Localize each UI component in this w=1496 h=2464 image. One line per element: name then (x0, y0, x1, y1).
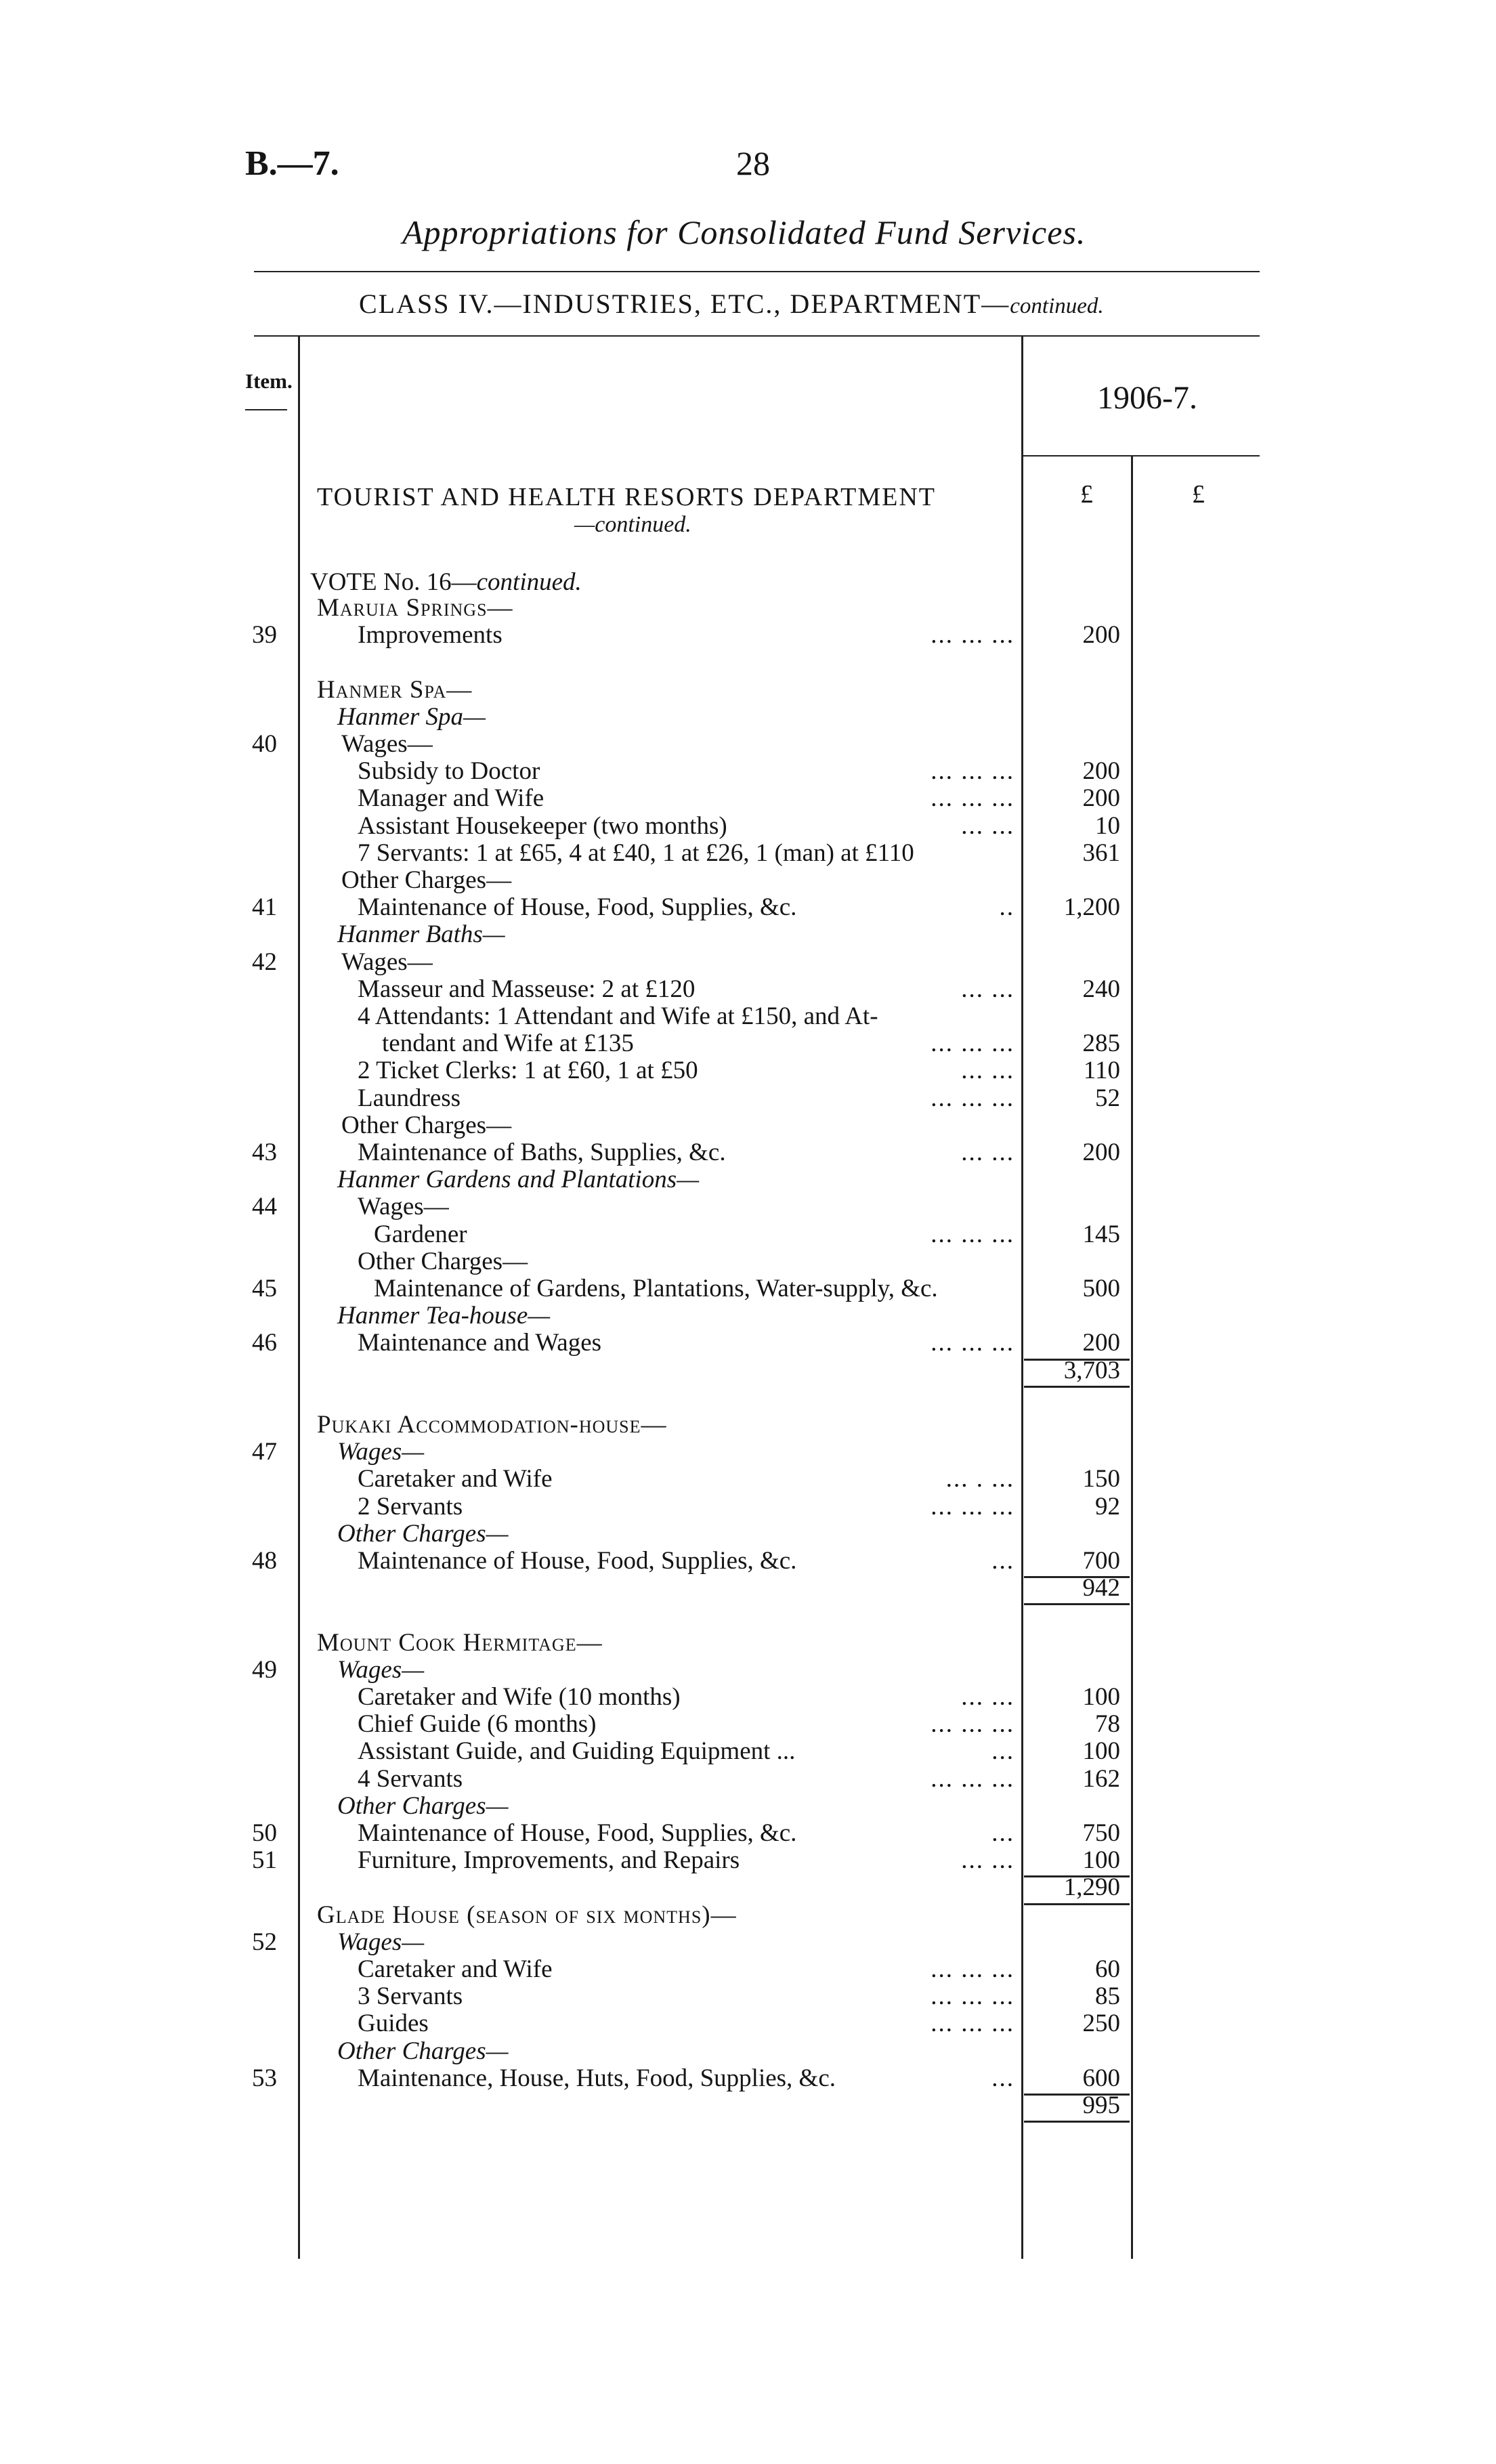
leader-dots: ... ... ... (931, 1029, 1014, 1058)
line-item-label: Hanmer Tea-house— (337, 1302, 551, 1330)
line-item-label: Maintenance of House, Food, Supplies, &c. (358, 1547, 797, 1575)
amount-value: 200 (1082, 757, 1120, 786)
leader-dots: ... ... ... (931, 784, 1014, 813)
line-item-label: 2 Servants (358, 1492, 463, 1521)
line-item-label: Other Charges— (337, 1519, 509, 1548)
line-item-label: Hanmer Spa— (337, 702, 486, 731)
amount-value: 85 (1095, 1982, 1120, 2011)
item-number: 39 (252, 621, 277, 650)
item-number: 40 (252, 730, 277, 758)
leader-dots: ... ... ... (931, 1329, 1014, 1357)
leader-dots: ... ... (961, 975, 1014, 1003)
line-item-label: Caretaker and Wife (358, 1465, 553, 1493)
line-item-label: Other Charges— (341, 866, 512, 894)
leader-dots: ... ... ... (931, 1982, 1014, 2011)
line-item-label: Manager and Wife (358, 784, 544, 813)
header-rule (254, 271, 1260, 272)
table-row (0, 595, 1496, 622)
vote-continued: continued. (476, 568, 582, 596)
leader-dots: ... ... (961, 1683, 1014, 1711)
line-item-label: Wages— (358, 1193, 449, 1221)
line-item-label: 2 Ticket Clerks: 1 at £60, 1 at £50 (358, 1057, 698, 1085)
item-header-rule (245, 409, 287, 410)
line-item-label: Gardener (374, 1220, 467, 1248)
amount-value: 78 (1095, 1710, 1120, 1739)
amount-value: 200 (1082, 621, 1120, 650)
line-item-label: Assistant Guide, and Guiding Equipment ... (358, 1737, 796, 1766)
item-number: 52 (252, 1928, 277, 1956)
line-item-label: Maintenance of House, Food, Supplies, &c. (358, 1819, 797, 1847)
table-row (0, 1521, 1496, 1548)
amount-value: 100 (1082, 1683, 1120, 1711)
amount-value: 150 (1082, 1465, 1120, 1493)
section-heading: Hanmer Spa— (317, 675, 473, 704)
table-row (0, 785, 1496, 812)
table-row (0, 731, 1496, 758)
line-item-label: Maintenance, House, Huts, Food, Supplies, &c. (358, 2064, 836, 2092)
line-item-label: Other Charges— (337, 2037, 509, 2065)
line-item-label: Hanmer Gardens and Plantations— (337, 1166, 700, 1194)
table-row (0, 1166, 1496, 1193)
section-heading: Maruia Springs— (317, 594, 513, 622)
department-continued: —continued. (574, 512, 691, 537)
table-row (0, 1112, 1496, 1139)
class-heading (359, 288, 1104, 320)
line-item-label: Other Charges— (337, 1791, 509, 1820)
table-row (0, 1575, 1496, 1602)
table-row (0, 704, 1496, 731)
line-item-label: Wages— (337, 1928, 425, 1956)
section-heading: Glade House (season of six months)— (317, 1900, 737, 1929)
section-heading: Pukaki Accommodation-house— (317, 1411, 667, 1439)
leader-dots: ... (991, 1819, 1014, 1847)
leader-dots: ... (991, 1547, 1014, 1575)
table-row (0, 1983, 1496, 2010)
line-item-label: Hanmer Baths— (337, 920, 505, 949)
line-item-label: Assistant Housekeeper (two months) (358, 811, 727, 840)
amount-value: 52 (1095, 1084, 1120, 1112)
leader-dots: ... ... ... (931, 1220, 1014, 1248)
leader-dots: ... ... (961, 1139, 1014, 1166)
line-item-label: Caretaker and Wife (10 months) (358, 1683, 681, 1711)
leader-dots: ... ... (961, 1057, 1014, 1085)
table-row (0, 1057, 1496, 1084)
leader-dots: ... . ... (945, 1465, 1014, 1493)
amount-value: 200 (1082, 1329, 1120, 1357)
line-item-label: Caretaker and Wife (358, 1955, 553, 1983)
table-row (0, 1874, 1496, 1901)
item-column-header: Item. (245, 369, 293, 393)
leader-dots: ... ... ... (931, 1955, 1014, 1983)
pound-header-amount: £ (1080, 480, 1093, 509)
leader-dots: .. (999, 893, 1014, 922)
table-row (0, 867, 1496, 894)
line-item-label: Improvements (358, 621, 503, 650)
table-row (0, 813, 1496, 840)
amount-value: 1,200 (1063, 893, 1120, 922)
table-row (0, 1793, 1496, 1820)
line-item-label: 4 Servants (358, 1764, 463, 1793)
pound-header-subtotal: £ (1192, 480, 1205, 509)
table-row (0, 1275, 1496, 1302)
vote-heading (310, 568, 582, 597)
table-row (0, 921, 1496, 948)
amount-value: 1,290 (1063, 1873, 1120, 1902)
table-row (0, 1411, 1496, 1439)
table-row (0, 1139, 1496, 1166)
item-number: 50 (252, 1819, 277, 1847)
table-row (0, 2065, 1496, 2092)
leader-dots: ... ... (961, 811, 1014, 840)
amount-value: 200 (1082, 784, 1120, 813)
table-row (0, 1330, 1496, 1357)
item-number: 53 (252, 2064, 277, 2092)
total-rule (1024, 2121, 1130, 2123)
line-item-label: 7 Servants: 1 at £65, 4 at £40, 1 at £26, 1 (man) at £110 (358, 838, 914, 867)
leader-dots: ... ... ... (931, 1764, 1014, 1793)
line-item-label: Chief Guide (6 months) (358, 1710, 597, 1739)
table-row (0, 1439, 1496, 1466)
line-item-label: Other Charges— (341, 1111, 512, 1139)
table-row (0, 2038, 1496, 2065)
table-row (0, 2010, 1496, 2037)
line-item-label: Masseur and Masseuse: 2 at £120 (358, 975, 696, 1003)
item-number: 45 (252, 1275, 277, 1302)
table-row (0, 1302, 1496, 1330)
line-item-label: Wages— (341, 730, 433, 758)
amount-value: 361 (1082, 838, 1120, 867)
table-row (0, 758, 1496, 785)
table-row (0, 840, 1496, 867)
amount-value: 240 (1082, 975, 1120, 1003)
appropriation-table-body (0, 595, 1496, 2234)
line-item-label: 3 Servants (358, 1982, 463, 2011)
table-row (0, 1384, 1496, 1411)
line-item-label: Maintenance of Baths, Supplies, &c. (358, 1139, 726, 1166)
amount-value: 200 (1082, 1139, 1120, 1166)
line-item-label: Subsidy to Doctor (358, 757, 540, 786)
amount-value: 285 (1082, 1029, 1120, 1058)
table-row (0, 1711, 1496, 1738)
amount-value: 110 (1083, 1057, 1120, 1085)
item-number: 49 (252, 1655, 277, 1684)
table-row (0, 976, 1496, 1003)
amount-value: 145 (1082, 1220, 1120, 1248)
line-item-label: Furniture, Improvements, and Repairs (358, 1846, 740, 1875)
item-number: 51 (252, 1846, 277, 1875)
table-top-rule (254, 335, 1260, 337)
table-row (0, 1357, 1496, 1384)
table-row (0, 677, 1496, 704)
amount-value: 250 (1082, 2010, 1120, 2038)
line-item-label: Wages— (341, 948, 433, 976)
leader-dots: ... ... ... (931, 1492, 1014, 1521)
leader-dots: ... ... (961, 1846, 1014, 1875)
line-item-label: 4 Attendants: 1 Attendant and Wife at £150, and At- (358, 1002, 878, 1030)
item-number: 46 (252, 1329, 277, 1357)
page-number: 28 (736, 144, 770, 182)
table-row (0, 622, 1496, 649)
amount-value: 60 (1095, 1955, 1120, 1983)
line-item-label: Guides (358, 2010, 429, 2038)
amount-value: 600 (1082, 2064, 1120, 2092)
item-number: 43 (252, 1139, 277, 1166)
leader-dots: ... (991, 1737, 1014, 1766)
leader-dots: ... ... ... (931, 621, 1014, 650)
leader-dots: ... ... ... (931, 1084, 1014, 1112)
amount-value: 750 (1082, 1819, 1120, 1847)
document-reference: B.—7. (245, 144, 339, 183)
amount-value: 162 (1082, 1764, 1120, 1793)
table-row (0, 1956, 1496, 1983)
leader-dots: ... ... ... (931, 1710, 1014, 1739)
table-row (0, 894, 1496, 921)
line-item-label: Maintenance and Wages (358, 1329, 602, 1357)
leader-dots: ... ... ... (931, 2010, 1014, 2038)
table-row (0, 1766, 1496, 1793)
table-row (0, 1193, 1496, 1220)
line-item-label: tendant and Wife at £135 (382, 1029, 634, 1058)
line-item-label: Laundress (358, 1084, 461, 1112)
table-row (0, 1929, 1496, 1956)
table-row (0, 1248, 1496, 1275)
table-row (0, 2092, 1496, 2119)
table-row (0, 1630, 1496, 1657)
table-row (0, 1738, 1496, 1765)
item-number: 42 (252, 948, 277, 976)
class-heading-text: CLASS IV.—INDUSTRIES, ETC., DEPARTMENT— (359, 289, 1010, 319)
amount-value: 700 (1082, 1547, 1120, 1575)
table-row (0, 649, 1496, 676)
amount-value: 942 (1082, 1574, 1120, 1602)
department-title: TOURIST AND HEALTH RESORTS DEPARTMENT (317, 483, 936, 511)
table-row (0, 1847, 1496, 1874)
table-row (0, 1657, 1496, 1684)
amount-value: 100 (1082, 1737, 1120, 1766)
table-row (0, 949, 1496, 976)
table-row (0, 1030, 1496, 1057)
table-row (0, 1493, 1496, 1521)
amount-value: 500 (1082, 1275, 1120, 1302)
line-item-label: Wages— (337, 1655, 425, 1684)
amount-value: 100 (1082, 1846, 1120, 1875)
item-number: 48 (252, 1547, 277, 1575)
year-header-rule (1021, 455, 1260, 456)
table-row (0, 1820, 1496, 1847)
page-title: Appropriations for Consolidated Fund Services. (402, 213, 1086, 251)
section-heading: Mount Cook Hermitage— (317, 1628, 603, 1657)
table-row (0, 1003, 1496, 1030)
amount-value: 3,703 (1063, 1356, 1120, 1384)
line-item-label: Other Charges— (358, 1247, 528, 1275)
table-row (0, 1221, 1496, 1248)
leader-dots: ... ... ... (931, 757, 1014, 786)
leader-dots: ... (991, 2064, 1014, 2092)
item-number: 41 (252, 893, 277, 922)
line-item-label: Wages— (337, 1438, 425, 1466)
line-item-label: Maintenance of Gardens, Plantations, Water-supply, &c. (374, 1275, 938, 1302)
line-item-label: Maintenance of House, Food, Supplies, &c. (358, 893, 797, 922)
amount-value: 10 (1095, 811, 1120, 840)
table-row (0, 1085, 1496, 1112)
year-column-header: 1906-7. (1097, 380, 1197, 416)
amount-value: 92 (1095, 1492, 1120, 1521)
table-row (0, 1902, 1496, 1929)
class-heading-continued: continued. (1010, 294, 1104, 318)
item-number: 47 (252, 1438, 277, 1466)
table-row (0, 1684, 1496, 1711)
table-row (0, 1602, 1496, 1629)
table-row (0, 1466, 1496, 1493)
table-row (0, 1548, 1496, 1575)
amount-value: 995 (1082, 2091, 1120, 2119)
item-number: 44 (252, 1193, 277, 1221)
vote-label: VOTE No. 16— (310, 568, 477, 596)
